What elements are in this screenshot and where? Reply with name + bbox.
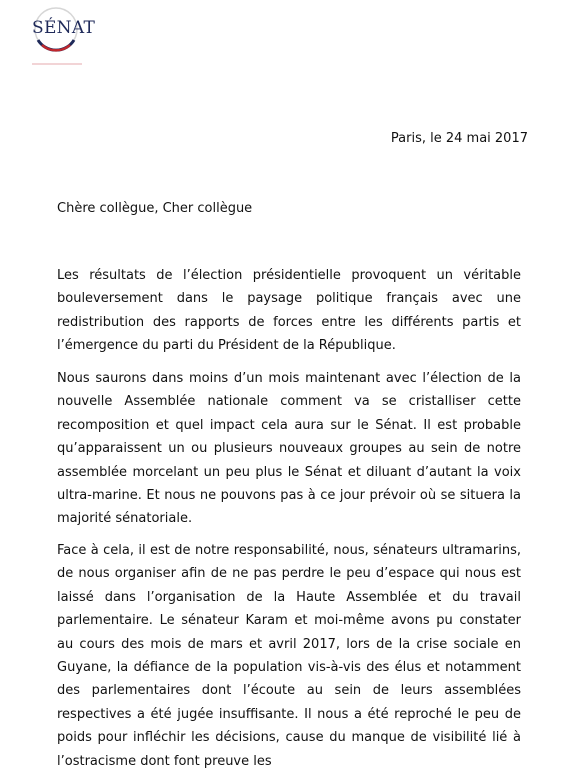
letter-date: Paris, le 24 mai 2017: [390, 131, 528, 146]
body-paragraph: Nous saurons dans moins d’un mois maintenant avec l’élection de la nouvelle Assemblée nationale comment va se cristalliser cette recomposition et quel impact cela aura sur le Sénat. Il est probable qu’apparaissent un ou plusieurs nouveaux groupes au sein de notre assemblée morcelant un peu plus le Sénat et diluant d’autant la voix ultra-marine. Et nous ne pouvons pas à ce jour prévoir où se situera la majorité sénatoriale.: [57, 371, 521, 527]
body-paragraph: Face à cela, il est de notre responsabilité, nous, sénateurs ultramarins, de nous organiser afin de ne pas perdre le peu d’espace qui nous est laissé dans l’organisation de la Haute Assemblée et du travail parlementaire. Le sénateur Karam et moi-même avons pu constater au cours des mois de mars et avril 2017, lors de la crise sociale en Guyane, la défiance de la population vis-à-vis des élus et notamment des parlementaires dont l’écoute au sein de leurs assemblées respectives a été jugée insuffisante. Il nous a été reproché le peu de poids pour infléchir les décisions, cause du manque de visibilité lié à l’ostracisme dont font preuve les: [57, 543, 521, 769]
letter-greeting: Chère collègue, Cher collègue: [57, 201, 253, 216]
body-paragraph: Les résultats de l’élection présidentielle provoquent un véritable bouleversement dans le paysage politique français avec une redistribution des rapports de forces entre les différents partis et l’émergence du parti du Président de la République.: [57, 268, 521, 354]
logo-wordmark: SÉNAT: [32, 18, 96, 38]
senat-logo: [26, 4, 96, 66]
